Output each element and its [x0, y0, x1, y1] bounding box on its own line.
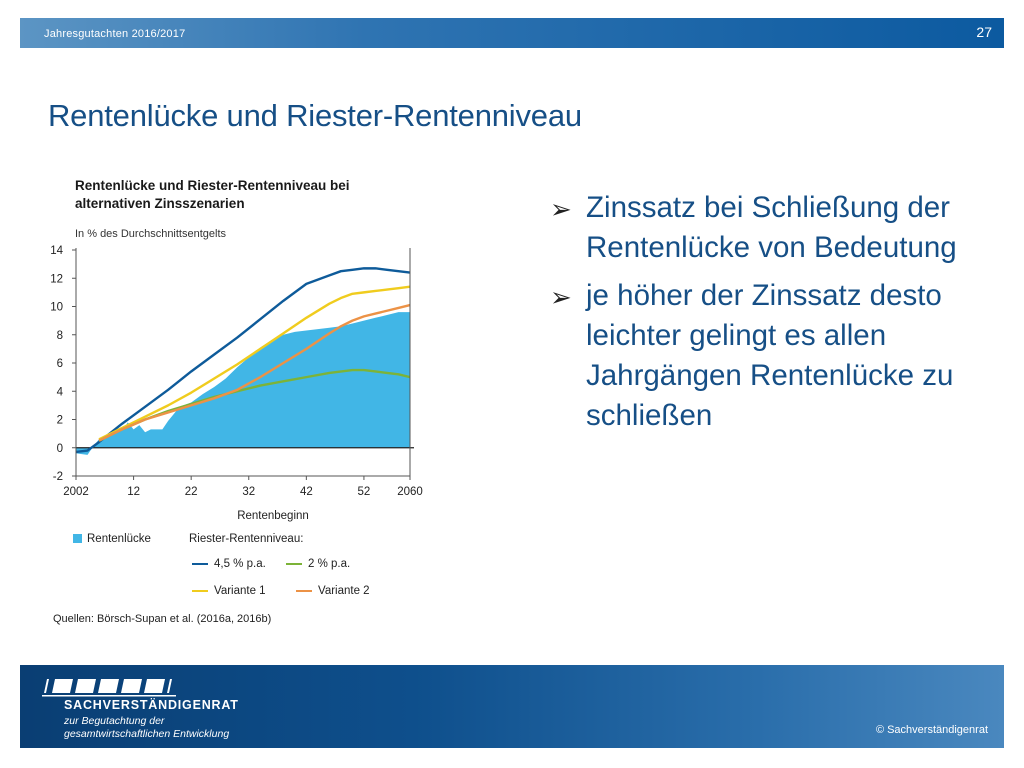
y-tick-label: 6 — [56, 358, 63, 370]
legend-label-1: Variante 1 — [214, 585, 266, 597]
report-label: Jahresgutachten 2016/2017 — [44, 28, 186, 40]
bullet-item — [548, 188, 988, 268]
legend-line-1 — [192, 590, 208, 592]
y-tick-label: 14 — [50, 245, 63, 257]
y-tick-label: 8 — [56, 329, 63, 342]
bullet-list — [548, 188, 988, 444]
footer-bar — [20, 665, 1004, 748]
page-number: 27 — [976, 24, 992, 40]
legend-group-title: Riester-Rentenniveau: — [189, 533, 304, 545]
arrow-bullet-icon: ➢ — [550, 282, 572, 312]
x-tick-label: 22 — [184, 486, 198, 498]
chart-title: Rentenlücke und Riester-Rentenniveau bei alternativen Zinsszenarien — [75, 178, 350, 211]
legend-line-2 — [286, 563, 302, 565]
x-tick-label: 2060 — [397, 486, 423, 498]
copyright: © Sachverständigenrat — [875, 724, 988, 736]
source-note: Quellen: Börsch-Supan et al. (2016a, 2016b) — [53, 613, 272, 625]
logo-bars-icon — [42, 674, 252, 698]
legend-series-2 — [286, 558, 350, 570]
legend-label-0: 4,5 % p.a. — [214, 558, 266, 570]
y-tick-label: 10 — [50, 301, 63, 314]
legend-area-swatch — [73, 534, 82, 543]
y-tick-label: 12 — [50, 273, 63, 286]
x-axis-label: Rentenbeginn — [237, 510, 309, 522]
logo-subtitle-2: gesamtwirtschaftlichen Entwicklung — [64, 728, 230, 740]
x-tick-label: 12 — [127, 486, 140, 498]
header-bar — [20, 18, 1004, 48]
logo-subtitle-1: zur Begutachtung der — [64, 715, 165, 727]
y-tick-label: 0 — [56, 442, 63, 455]
legend-line-0 — [192, 563, 208, 565]
x-tick-label: 52 — [357, 486, 371, 498]
legend-line-3 — [296, 590, 312, 592]
x-tick-label: 2002 — [63, 486, 89, 498]
legend-series-1 — [192, 585, 266, 597]
bullet-text: Zinssatz bei Schließung der Rentenlücke von Bedeutung — [586, 191, 957, 264]
sachverstaendigenrat-logo — [42, 674, 252, 744]
y-tick-label: 4 — [56, 386, 63, 399]
legend-series-0 — [192, 558, 266, 570]
legend-rentenluecke — [73, 533, 151, 545]
legend-area-label: Rentenlücke — [87, 533, 151, 545]
legend-label-2: 2 % p.a. — [308, 558, 351, 570]
bullet-text: je höher der Zinssatz desto leichter gelingt es allen Jahrgängen Rentenlücke zu schließen — [586, 279, 954, 432]
bullet-item — [548, 276, 988, 436]
y-tick-label: 2 — [56, 414, 63, 427]
arrow-bullet-icon: ➢ — [550, 194, 572, 224]
y-tick-label: -2 — [52, 471, 63, 483]
chart-subtitle: In % des Durchschnittsentgelts — [75, 228, 227, 240]
chart-block — [40, 170, 440, 640]
legend-series-3 — [296, 585, 370, 597]
logo-name: SACHVERSTÄNDIGENRAT — [64, 698, 239, 712]
slide-title: Rentenlücke und Riester-Rentenniveau — [48, 98, 582, 133]
legend-label-3: Variante 2 — [318, 585, 370, 597]
x-tick-label: 32 — [242, 486, 256, 498]
x-tick-label: 42 — [299, 486, 313, 498]
